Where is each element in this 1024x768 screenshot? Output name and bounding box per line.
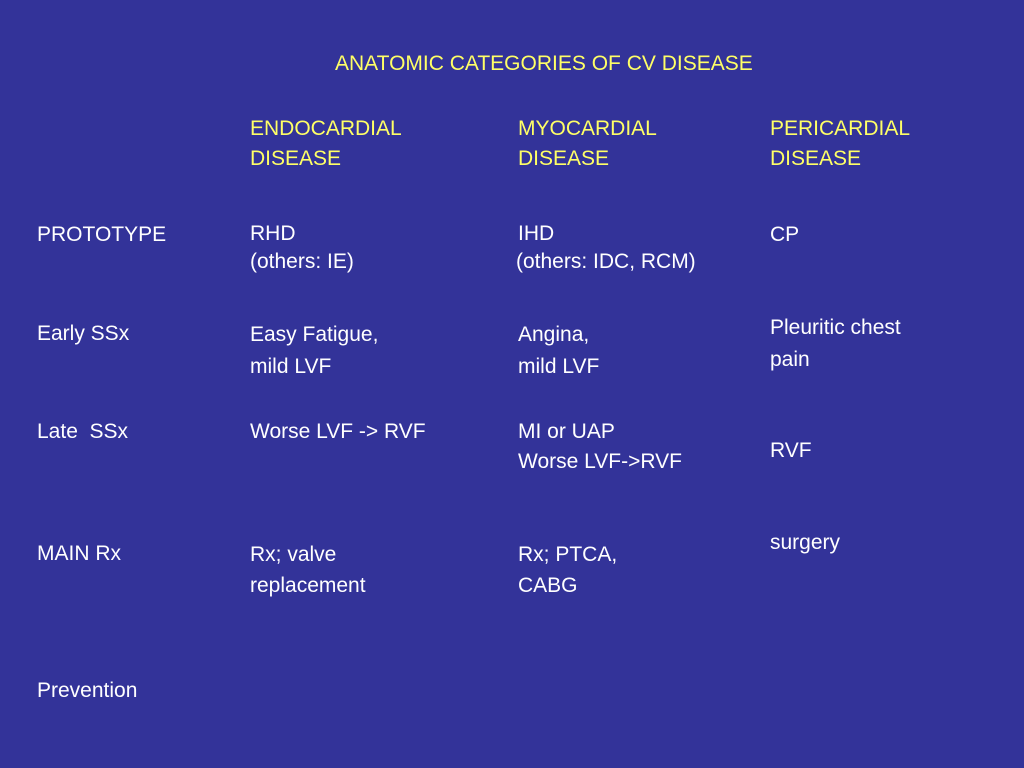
cell-late-myo (518, 417, 682, 477)
cell-prototype-myo-line-2: (others: IDC, RCM) (516, 250, 696, 273)
cell-early-peri (770, 312, 901, 376)
cell-late-peri (770, 436, 812, 466)
cell-rx-endo-line-1: Rx; valve (250, 543, 337, 566)
header-pericardial-line-2: DISEASE (770, 147, 862, 170)
cell-rx-myo-line-1: Rx; PTCA, (518, 543, 618, 566)
cell-late-peri-line-1: RVF (770, 439, 812, 462)
cell-early-endo (250, 319, 378, 383)
cell-early-peri-line-2: pain (770, 348, 810, 371)
header-endocardial (250, 114, 402, 174)
header-endocardial-line-1: ENDOCARDIAL (250, 117, 402, 140)
cell-early-peri-line-1: Pleuritic chest (770, 316, 901, 339)
cell-prototype-endo (250, 220, 354, 276)
cell-prototype-peri (770, 220, 799, 250)
cell-late-myo-line-1: MI or UAP (518, 420, 615, 443)
cell-prototype-endo-line-1: RHD (250, 222, 296, 245)
cell-late-endo-line-1: Worse LVF -> RVF (250, 420, 426, 443)
header-myocardial-line-1: MYOCARDIAL (518, 117, 657, 140)
cell-rx-peri-line-1: surgery (770, 531, 841, 554)
header-pericardial (770, 114, 910, 174)
cell-rx-endo (250, 539, 366, 601)
header-endocardial-line-2: DISEASE (250, 147, 342, 170)
cell-rx-myo-line-2: CABG (518, 574, 578, 597)
cell-prototype-peri-line-1: CP (770, 223, 800, 246)
cell-rx-peri (770, 528, 840, 558)
row-label-main-rx: MAIN Rx (37, 542, 121, 565)
row-label-late-ssx: Late SSx (37, 420, 129, 443)
cell-prototype-myo-line-1: IHD (518, 222, 555, 245)
cell-rx-endo-line-2: replacement (250, 574, 366, 597)
cell-early-endo-line-2: mild LVF (250, 355, 332, 378)
cell-prototype-myo (518, 220, 696, 276)
row-label-prevention: Prevention (37, 679, 138, 702)
cell-early-endo-line-1: Easy Fatigue, (250, 323, 379, 346)
slide-title: ANATOMIC CATEGORIES OF CV DISEASE (335, 52, 753, 75)
cell-late-myo-line-2: Worse LVF->RVF (518, 450, 682, 473)
header-myocardial-line-2: DISEASE (518, 147, 610, 170)
cell-early-myo-line-2: mild LVF (518, 355, 600, 378)
row-label-early-ssx: Early SSx (37, 322, 130, 345)
cell-early-myo-line-1: Angina, (518, 323, 590, 346)
cell-late-endo (250, 417, 426, 447)
cell-rx-myo (518, 539, 617, 601)
header-pericardial-line-1: PERICARDIAL (770, 117, 911, 140)
cell-prototype-endo-line-2: (others: IE) (250, 250, 354, 273)
row-label-prototype: PROTOTYPE (37, 223, 167, 246)
header-myocardial (518, 114, 657, 174)
cell-early-myo (518, 319, 599, 383)
